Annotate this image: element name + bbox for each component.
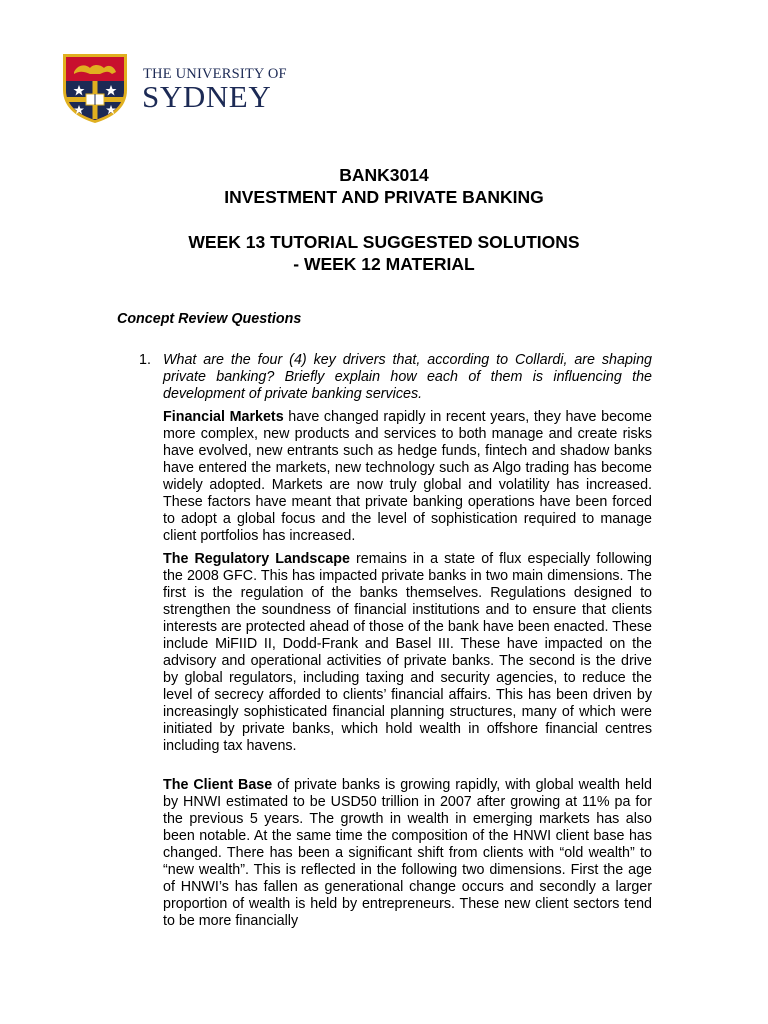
university-name-big: SYDNEY [142,79,272,114]
subtitle-line-2: - WEEK 12 MATERIAL [293,254,475,274]
university-name-small: THE UNIVERSITY OF [143,66,287,82]
course-title-block [0,164,768,208]
question-text: What are the four (4) key drivers that, according to Collardi, are shaping private banking? Briefly explain how each of them is influencing the development of private banking services. [163,352,652,402]
question-number: 1. [139,352,151,368]
section-heading: Concept Review Questions [117,311,302,327]
university-logo [60,52,300,132]
course-name: INVESTMENT AND PRIVATE BANKING [224,187,544,207]
answer-paragraph-client-base [163,777,652,930]
paragraph-lead: The Client Base [163,777,273,793]
answer-paragraph-regulatory-landscape [163,551,652,755]
paragraph-body: remains in a state of flux especially following the 2008 GFC. This has impacted private banks in two main dimensions. The first is the regulation of the banks themselves. Regulations designed to strengthen the soundness of financial institutions and to ensure that clients interests are protected ahead of those of the bank have been enacted. These include MiFIID II, Dodd-Frank and Basel III. These have impacted on the advisory and operational activities of private banks. The second is the drive by global regulators, including taxing and security agencies, to reduce the level of secrecy afforded to clients’ financial affairs. This has been driven by increasingly sophisticated financial planning structures, many of which were initiated by private banks, which hold wealth in offshore financial centres including tax havens. [163,551,652,754]
document-subtitle-block [0,231,768,275]
answer-paragraph-financial-markets [163,409,652,545]
course-code: BANK3014 [339,165,429,185]
paragraph-body: of private banks is growing rapidly, with global wealth held by HNWI estimated to be USD50 trillion in 2007 after growing at 11% pa for the previous 5 years. The growth in wealth in emerging markets has also been notable. At the same time the composition of the HNWI client base has changed. There has been a significant shift from clients with “old wealth” to “new wealth”. This is reflected in the following two dimensions. First the age of HNWI’s has fallen as generational change occurs and secondly a larger proportion of wealth is held by entrepreneurs. These new client sectors tend to be more financially [163,777,652,929]
paragraph-body: have changed rapidly in recent years, they have become more complex, new products and services to both manage and create risks have evolved, new entrants such as hedge funds, fintech and shadow banks have entered the markets, new technology such as Algo trading has become widely adopted. Markets are now truly global and volatility has increased. These factors have meant that private banking operations have been forced to adopt a global focus and the level of sophistication required to manage client portfolios has increased. [163,409,652,544]
paragraph-lead: The Regulatory Landscape [163,551,350,567]
paragraph-lead: Financial Markets [163,409,284,425]
subtitle-line-1: WEEK 13 TUTORIAL SUGGESTED SOLUTIONS [188,232,580,252]
university-crest-icon [60,52,130,124]
